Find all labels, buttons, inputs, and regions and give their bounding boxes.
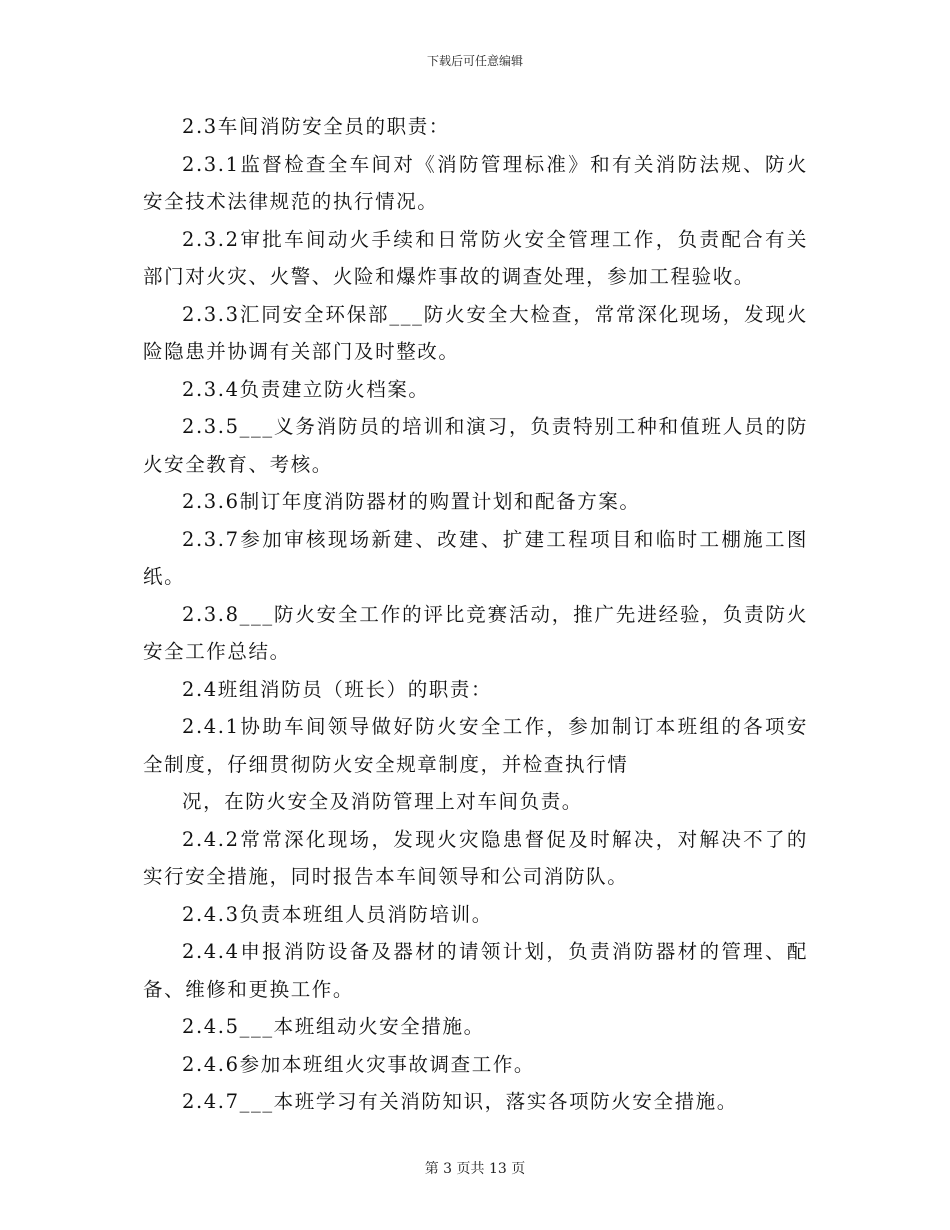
page-header-note: 下载后可任意编辑 bbox=[426, 54, 523, 68]
paragraph-2-4-7: 2.4.7___本班学习有关消防知识，落实各项防火安全措施。 bbox=[182, 1090, 738, 1113]
paragraph-2-3-7: 2.3.7参加审核现场新建、改建、扩建工程项目和临时工棚施工图纸。 bbox=[143, 527, 808, 588]
paragraph-2-3-5: 2.3.5___义务消防员的培训和演习，负责特别工种和值班人员的防火安全教育、考核。 bbox=[143, 415, 808, 476]
section-2-4-heading: 2.4班组消防员（班长）的职责： bbox=[182, 677, 493, 701]
paragraph-2-4-3: 2.4.3负责本班组人员消防培训。 bbox=[182, 902, 493, 926]
section-2-3-heading: 2.3车间消防安全员的职责： bbox=[182, 115, 450, 138]
paragraph-2-4-1: 2.4.1协助车间领导做好防火安全工作，参加制订本班组的各项安全制度，仔细贯彻防火安全规章制度，并检查执行情 bbox=[143, 715, 808, 776]
paragraph-2-3-1: 2.3.1监督检查全车间对《消防管理标准》和有关消防法规、防火安全技术法律规范的执行情况。 bbox=[143, 152, 808, 213]
page-number-footer: 第 3 页共 13 页 bbox=[424, 1161, 526, 1177]
paragraph-2-3-2: 2.3.2审批车间动火手续和日常防火安全管理工作，负责配合有关部门对火灾、火警、火险和爆炸事故的调查处理，参加工程验收。 bbox=[143, 227, 808, 288]
paragraph-2-3-4: 2.3.4负责建立防火档案。 bbox=[182, 377, 430, 401]
paragraph-2-4-5: 2.4.5___本班组动火安全措施。 bbox=[182, 1015, 485, 1038]
paragraph-2-4-2: 2.4.2常常深化现场，发现火灾隐患督促及时解决，对解决不了的实行安全措施，同时报告本车间领导和公司消防队。 bbox=[143, 827, 808, 888]
document-body bbox=[143, 108, 808, 1121]
paragraph-2-3-3: 2.3.3汇同安全环保部___防火安全大检查，常常深化现场，发现火险隐患并协调有关部门及时整改。 bbox=[143, 302, 808, 363]
paragraph-2-3-8: 2.3.8___防火安全工作的评比竞赛活动，推广先进经验，负责防火安全工作总结。 bbox=[143, 602, 808, 663]
paragraph-2-4-4: 2.4.4申报消防设备及器材的请领计划，负责消防器材的管理、配备、维修和更换工作。 bbox=[143, 940, 808, 1001]
paragraph-2-3-6: 2.3.6制订年度消防器材的购置计划和配备方案。 bbox=[182, 490, 641, 513]
paragraph-2-4-6: 2.4.6参加本班组火灾事故调查工作。 bbox=[182, 1052, 536, 1076]
paragraph-2-4-1-continued: 况，在防火安全及消防管理上对车间负责。 bbox=[182, 790, 583, 813]
